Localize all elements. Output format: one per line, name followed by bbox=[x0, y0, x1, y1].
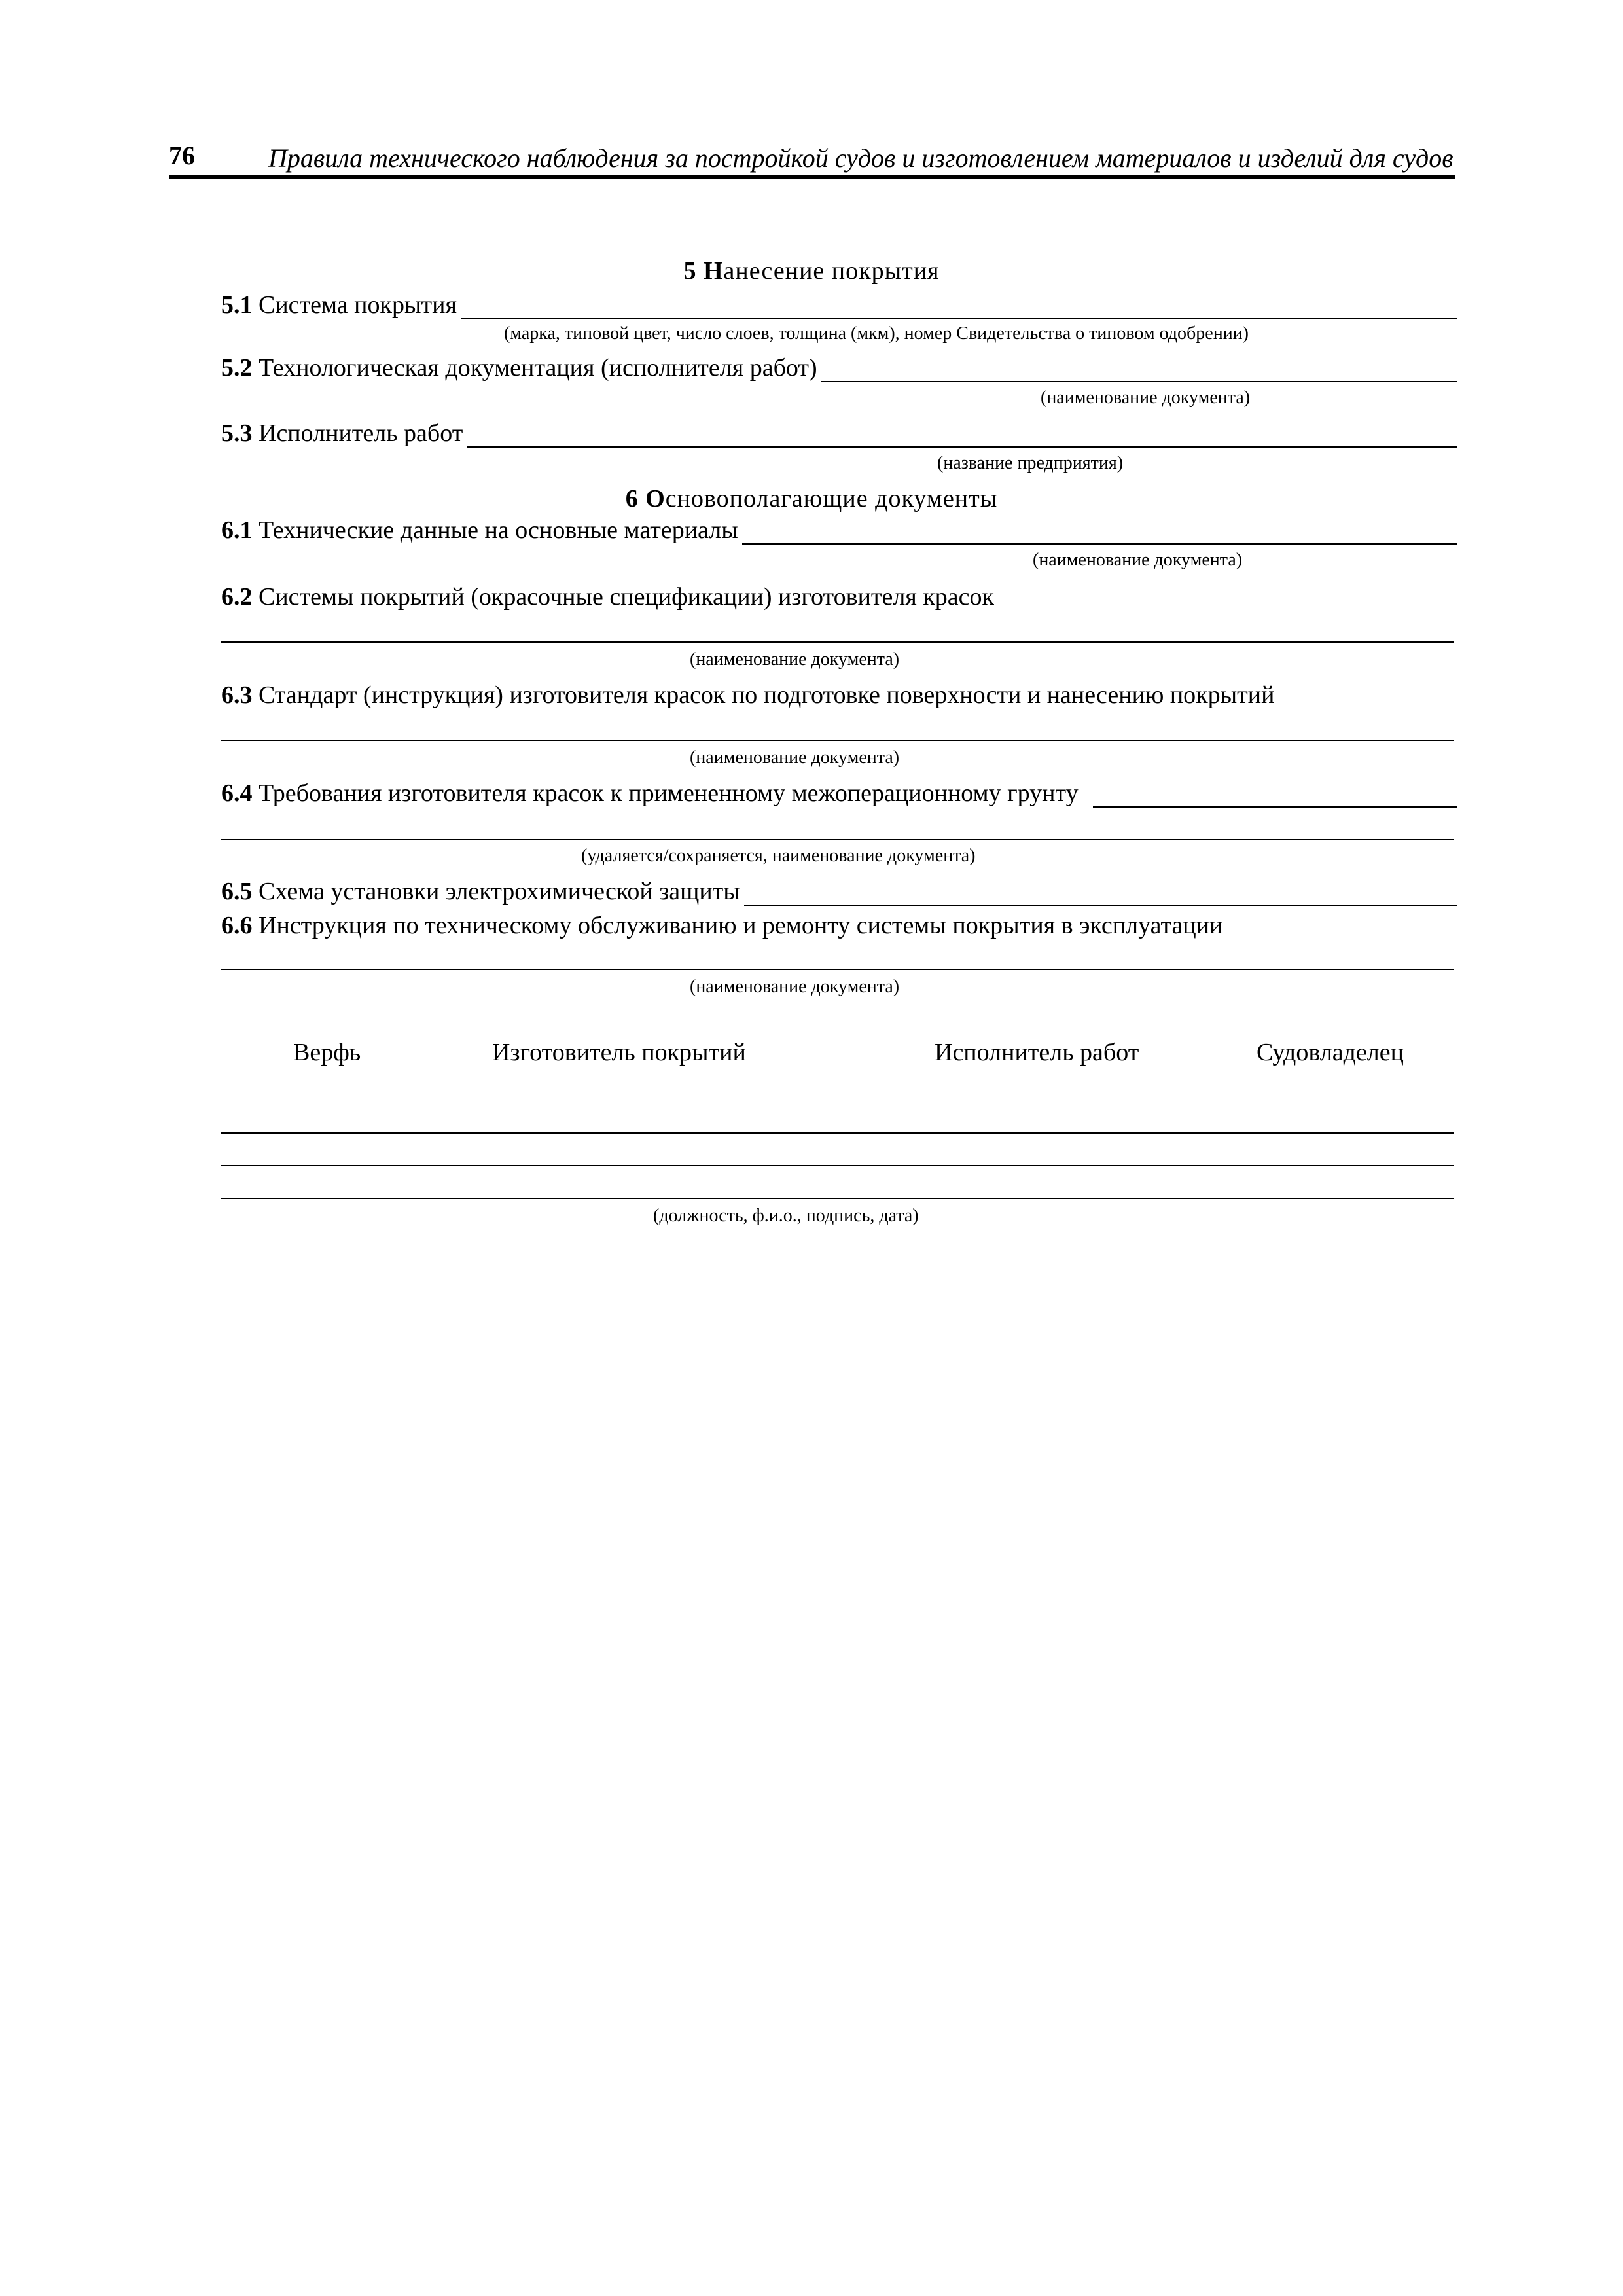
item-6-4 bbox=[221, 779, 1457, 808]
section-5-title-rest: анесение покрытия bbox=[723, 257, 940, 285]
item-6-2-field[interactable] bbox=[221, 641, 1454, 643]
page-number: 76 bbox=[169, 141, 195, 170]
signature-party-shipyard: Верфь bbox=[293, 1039, 361, 1066]
item-6-1 bbox=[221, 516, 1457, 545]
item-6-3 bbox=[221, 681, 1457, 709]
item-5-1-hint: (марка, типовой цвет, число слоев, толщина (мкм), номер Свидетельства о типовом одобрении) bbox=[504, 323, 1249, 344]
item-6-5 bbox=[221, 877, 1457, 906]
item-5-2-field[interactable] bbox=[821, 359, 1457, 382]
item-6-6-label: 6.6 Инструкция по техническому обслуживанию и ремонту системы покрытия в эксплуатации bbox=[221, 912, 1223, 939]
signature-party-coating-manufacturer: Изготовитель покрытий bbox=[492, 1039, 746, 1066]
item-6-5-field[interactable] bbox=[744, 882, 1457, 906]
signature-line-3[interactable] bbox=[221, 1198, 1454, 1199]
item-6-2-hint: (наименование документа) bbox=[690, 649, 900, 670]
item-5-2 bbox=[221, 353, 1457, 382]
item-6-6 bbox=[221, 911, 1457, 940]
signature-hint: (должность, ф.и.о., подпись, дата) bbox=[653, 1206, 919, 1226]
section-6-title bbox=[0, 484, 1623, 513]
header-rule bbox=[169, 175, 1455, 179]
section-5-title bbox=[0, 257, 1623, 285]
signature-line-2[interactable] bbox=[221, 1165, 1454, 1166]
item-6-4-hint: (удаляется/сохраняется, наименование документа) bbox=[581, 846, 976, 866]
signature-party-shipowner: Судовладелец bbox=[1257, 1039, 1404, 1066]
item-6-4-label: 6.4 Требования изготовителя красок к примененному межоперационному грунту bbox=[221, 780, 1079, 807]
section-6-title-rest: сновополагающие документы bbox=[665, 485, 998, 512]
item-5-3-hint: (название предприятия) bbox=[937, 453, 1124, 473]
section-5-number: 5 bbox=[683, 257, 697, 285]
item-5-1-label: 5.1 Система покрытия bbox=[221, 291, 457, 319]
item-6-4-field-inline[interactable] bbox=[1093, 784, 1457, 808]
item-5-1 bbox=[221, 291, 1457, 319]
item-6-2 bbox=[221, 583, 1457, 611]
item-6-3-field[interactable] bbox=[221, 740, 1454, 741]
item-6-1-label: 6.1 Технические данные на основные материалы bbox=[221, 516, 738, 544]
running-title: Правила технического наблюдения за постройкой судов и изготовлением материалов и изделий для судов bbox=[268, 143, 1454, 173]
item-5-1-field[interactable] bbox=[461, 296, 1457, 319]
signature-line-1[interactable] bbox=[221, 1132, 1454, 1134]
item-6-3-label: 6.3 Стандарт (инструкция) изготовителя красок по подготовке поверхности и нанесению покрытий bbox=[221, 681, 1275, 709]
item-5-3-field[interactable] bbox=[467, 424, 1457, 448]
item-6-3-hint: (наименование документа) bbox=[690, 747, 900, 768]
item-5-2-label: 5.2 Технологическая документация (исполнителя работ) bbox=[221, 354, 817, 382]
item-6-5-label: 6.5 Схема установки электрохимической защиты bbox=[221, 878, 740, 905]
item-6-6-field[interactable] bbox=[221, 969, 1454, 970]
item-5-3-label: 5.3 Исполнитель работ bbox=[221, 420, 463, 447]
item-6-2-label: 6.2 Системы покрытий (окрасочные спецификации) изготовителя красок bbox=[221, 583, 994, 611]
section-5-title-initial: Н bbox=[703, 257, 724, 285]
item-5-3 bbox=[221, 419, 1457, 448]
section-6-number: 6 bbox=[625, 485, 639, 512]
item-6-1-field[interactable] bbox=[742, 521, 1457, 545]
signature-party-contractor: Исполнитель работ bbox=[935, 1039, 1139, 1066]
section-6-title-initial: О bbox=[645, 485, 666, 512]
item-6-6-hint: (наименование документа) bbox=[690, 977, 900, 997]
item-6-4-field[interactable] bbox=[221, 839, 1454, 840]
item-5-2-hint: (наименование документа) bbox=[1041, 387, 1251, 408]
item-6-1-hint: (наименование документа) bbox=[1033, 550, 1243, 570]
